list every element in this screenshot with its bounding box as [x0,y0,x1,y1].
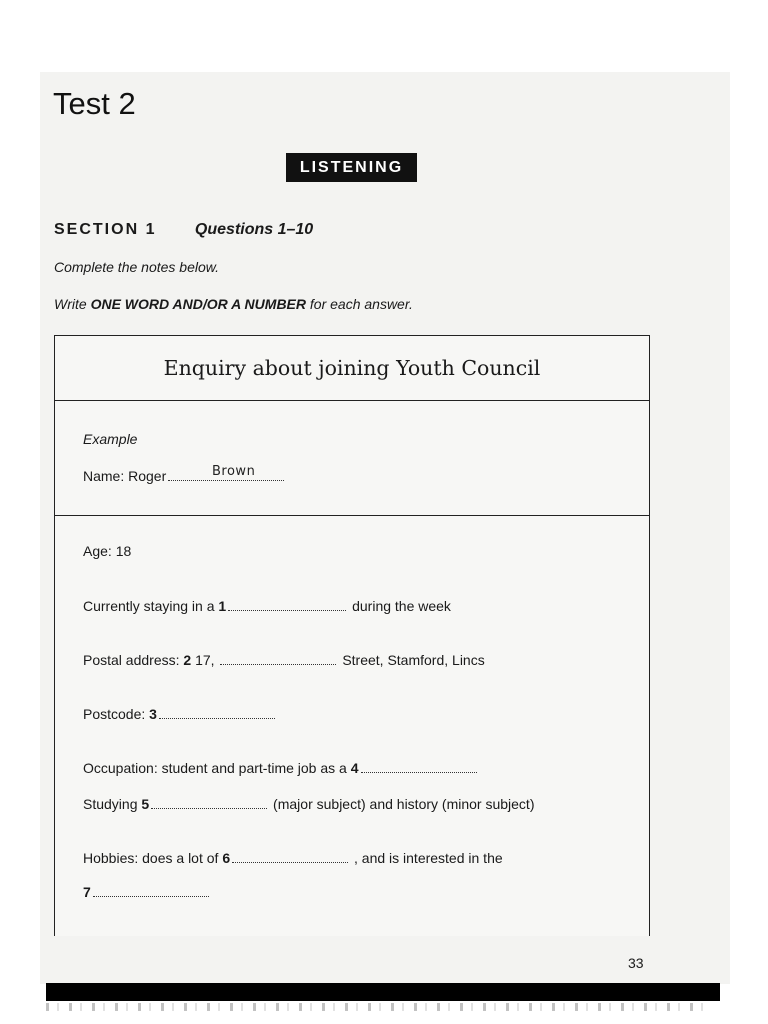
section-label: SECTION 1 [54,221,157,238]
question-2-suffix: Street, Stamford, Lincs [338,652,485,668]
question-1-number: 1 [218,598,227,614]
notes-box [54,335,650,936]
question-4-number: 4 [350,760,359,776]
example-answer: Brown [212,464,256,479]
question-4-text: Occupation: student and part-time job as a [83,760,351,776]
question-1-text: Currently staying in a [83,598,219,614]
question-6-number: 6 [222,850,231,866]
questions-range: Questions 1–10 [194,221,314,238]
question-5-text: Studying [83,796,142,812]
question-6-blank[interactable] [232,850,348,863]
question-5-suffix: (major subject) and history (minor subject) [269,796,535,812]
question-7-line [83,884,211,900]
question-2-blank[interactable] [220,652,336,665]
example-label: Example [83,431,138,447]
question-4-line [83,760,479,776]
example-area [55,401,649,516]
age-line: Age: 18 [83,543,132,559]
question-5-line [83,796,534,812]
page-number: 33 [628,955,644,971]
instruction-write-prefix: Write [54,296,91,312]
question-2-number: 2 [183,652,192,668]
question-1-suffix: during the week [348,598,451,614]
question-7-blank[interactable] [93,884,209,897]
question-6-text: Hobbies: does a lot of [83,850,223,866]
notes-title: Enquiry about joining Youth Council [55,336,649,401]
scan-noise [46,1003,706,1011]
instruction-word-limit: ONE WORD AND/OR A NUMBER [90,296,306,312]
question-3-line [83,706,277,722]
question-3-blank[interactable] [159,706,275,719]
question-3-number: 3 [149,706,157,722]
question-5-number: 5 [141,796,150,812]
question-5-blank[interactable] [151,796,267,809]
question-6-line [83,850,503,866]
question-3-text: Postcode: [83,706,150,722]
example-name-prefix: Name: Roger [83,468,167,484]
example-name-line [83,468,286,484]
question-7-number: 7 [83,884,91,900]
question-2-line [83,652,485,668]
question-6-suffix: , and is interested in the [350,850,503,866]
question-1-line [83,598,451,614]
question-2-house-number: 17, [191,652,219,668]
test-title: Test 2 [53,86,136,121]
section-heading [54,221,313,239]
listening-banner: LISTENING [286,153,417,182]
question-4-blank[interactable] [361,760,477,773]
scan-edge-bar [46,983,720,1001]
question-1-blank[interactable] [228,598,346,611]
instruction-write [54,296,413,312]
question-2-text: Postal address: [83,652,184,668]
instruction-write-suffix: for each answer. [306,296,413,312]
instruction-complete: Complete the notes below. [54,259,219,275]
